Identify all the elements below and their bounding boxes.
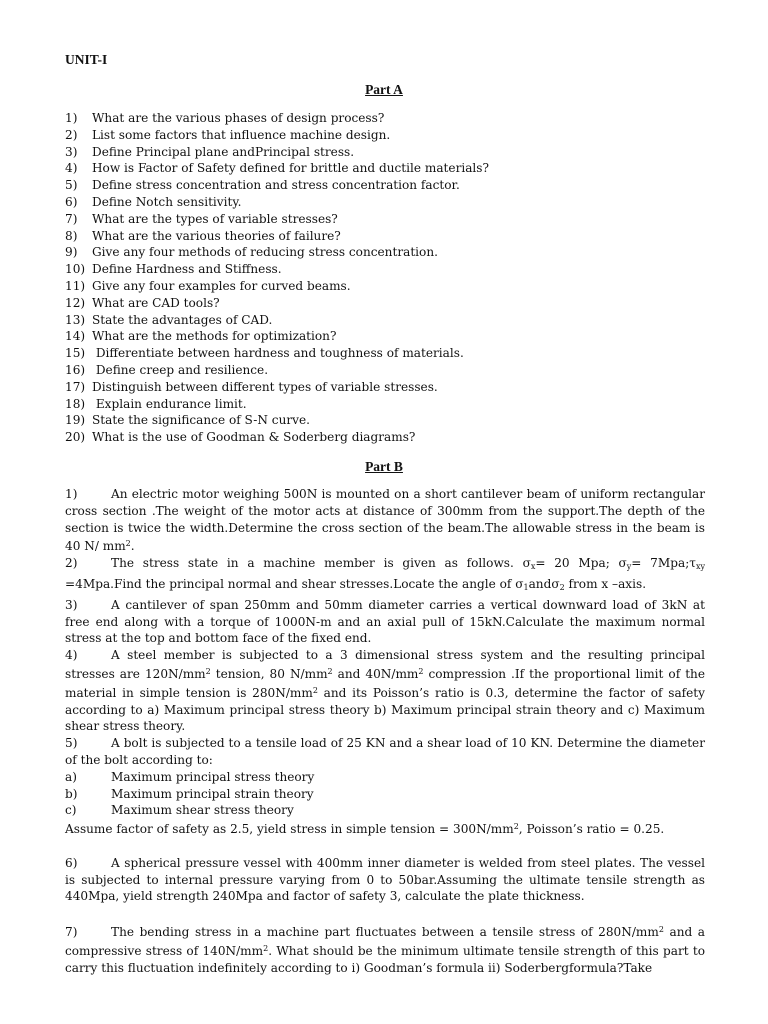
part-a-question	[65, 211, 489, 228]
subscript: xy	[695, 562, 705, 572]
question-text: A steel member is subjected to a 3 dimensional stress system and the resulting principal stresses are 120N/mm	[65, 648, 705, 681]
question-text: from x –axis.	[564, 576, 647, 591]
spacer	[65, 838, 705, 855]
part-b-question-2	[65, 555, 705, 597]
question-number: 15)	[65, 346, 86, 361]
question-text: Define stress concentration and stress concentration factor.	[92, 178, 460, 193]
part-a-question	[65, 412, 489, 429]
subscript: x	[530, 562, 536, 572]
question-number: 17)	[65, 379, 86, 394]
question-number: 5)	[65, 178, 78, 193]
question-text: List some factors that influence machine design.	[92, 127, 391, 142]
option-row	[65, 786, 705, 803]
subscript: 1	[523, 582, 529, 592]
part-b-questions	[65, 486, 705, 976]
superscript: 2	[312, 685, 318, 695]
question-text: and its Poisson’s ratio is 0.3, determine the factor of safety according to a) Maximum principal stress theory b) Maximum principal strain theory and c) Maximum shear stress theory.	[65, 685, 706, 734]
option-row	[65, 769, 705, 786]
unit-title: UNIT-I	[65, 52, 108, 67]
question-text: A bolt is subjected to a tensile load of 25 KN and a shear load of 10 KN. Determine the diameter of the bolt according to:	[65, 736, 705, 767]
question-text: A spherical pressure vessel with 400mm inner diameter is welded from steel plates. The vessel is subjected to internal pressure varying from 0 to 50bar.Assuming the ultimate tensile strength as 440Mpa, yield strength 240Mpa and factor of safety 3, calculate the plate thickness.	[65, 855, 705, 904]
question-number: 19)	[65, 413, 86, 428]
question-text: Differentiate between hardness and toughness of materials.	[92, 346, 464, 361]
question-number: 2)	[65, 127, 78, 142]
part-a-question	[65, 379, 489, 396]
superscript: 2	[263, 943, 269, 953]
question-text: State the significance of S-N curve.	[92, 413, 310, 428]
part-a-question	[65, 244, 489, 261]
question-number: 6)	[65, 855, 78, 870]
part-a-title: Part A	[365, 82, 403, 97]
question-text: Define creep and resilience.	[92, 362, 269, 377]
option-label: c)	[65, 803, 77, 818]
part-a-question	[65, 194, 489, 211]
question-number: 5)	[65, 736, 78, 751]
question-number: 12)	[65, 295, 86, 310]
part-b-question-6	[65, 855, 705, 905]
question-text: What are the types of variable stresses?	[92, 211, 338, 226]
superscript: 2	[418, 666, 424, 676]
question-number: 1)	[65, 111, 78, 125]
part-a-question	[65, 295, 489, 312]
question-text: What are CAD tools?	[92, 295, 220, 310]
question-number: 3)	[65, 597, 78, 612]
option-text: Maximum shear stress theory	[111, 803, 294, 818]
subscript: y	[626, 562, 632, 572]
part-a-question	[65, 177, 489, 194]
question-text: A cantilever of span 250mm and 50mm diameter carries a vertical downward load of 3kN at free end along with a torque of 1000N-m and an axial pull of 15kN.Calculate the maximum normal stress at the top and bottom face of the fixed end.	[65, 597, 705, 646]
question-text: and a compressive stress of 140N/mm	[65, 924, 705, 958]
assumption-line	[65, 819, 705, 838]
question-text-end: .	[130, 539, 135, 554]
question-number: 10)	[65, 262, 86, 277]
question-number: 4)	[65, 648, 78, 663]
part-a-question	[65, 110, 489, 127]
question-text: Give any four examples for curved beams.	[92, 278, 351, 293]
question-text: =4Mpa.Find the principal normal and shear stresses.Locate the angle of σ	[65, 576, 524, 591]
question-number: 3)	[65, 144, 78, 159]
superscript: 2	[658, 924, 664, 934]
question-text: Give any four methods of reducing stress concentration.	[92, 245, 438, 260]
question-number: 8)	[65, 228, 78, 243]
question-number: 16)	[65, 362, 86, 377]
question-text: = 20 Mpa; σ	[535, 556, 627, 571]
question-text: Distinguish between different types of variable stresses.	[92, 379, 438, 394]
question-text: compression .If the proportional limit of the material in simple tension is 280N/mm	[65, 666, 705, 700]
option-row	[65, 802, 705, 819]
question-text: The stress state in a machine member is given as follows. σ	[111, 556, 531, 571]
part-b-question-3	[65, 597, 705, 647]
question-text: What are the methods for optimization?	[92, 329, 337, 344]
option-label: b)	[65, 786, 78, 801]
question-number: 13)	[65, 312, 86, 327]
question-number: 1)	[65, 487, 78, 501]
question-number: 9)	[65, 245, 78, 260]
part-a-question	[65, 328, 489, 345]
part-a-question	[65, 127, 489, 144]
question-text: Define Hardness and Stiffness.	[92, 262, 282, 277]
question-text: What are the various phases of design process?	[92, 111, 385, 125]
spacer	[65, 905, 705, 922]
question-text: and 40N/mm	[332, 666, 419, 681]
part-a-question	[65, 362, 489, 379]
part-a-question	[65, 312, 489, 329]
question-text: Define Principal plane andPrincipal stress.	[92, 144, 355, 159]
part-b-question-4	[65, 647, 705, 735]
question-text: An electric motor weighing 500N is mounted on a short cantilever beam of uniform rectangular cross section .The weight of the motor acts at distance of 300mm from the support.The depth of the section is twice the width.Determine the cross section of the beam.The allowable stress in the beam is 40 N/ mm	[65, 487, 705, 554]
part-a-question-list	[65, 110, 489, 446]
question-text: Define Notch sensitivity.	[92, 194, 242, 209]
superscript: 2	[513, 822, 519, 832]
part-a-question	[65, 160, 489, 177]
part-b-question-5	[65, 735, 705, 769]
part-b-question-1	[65, 486, 705, 555]
question-text: . What should be the minimum ultimate tensile strength of this part to carry this fluctuation indefinitely according to i) Goodman’s formula ii) Soderbergformula?Take	[65, 943, 705, 975]
part-a-question	[65, 261, 489, 278]
question-text: tension, 80 N/mm	[210, 666, 328, 681]
part-a-question	[65, 278, 489, 295]
question-text: andσ	[528, 576, 560, 591]
question-number: 20)	[65, 430, 86, 445]
question-text: State the advantages of CAD.	[92, 312, 273, 327]
part-a-question	[65, 228, 489, 245]
option-text: Maximum principal strain theory	[111, 786, 314, 801]
question-text: Explain endurance limit.	[92, 396, 247, 411]
question-text: What are the various theories of failure?	[92, 228, 341, 243]
question-number: 6)	[65, 194, 78, 209]
option-label: a)	[65, 769, 77, 784]
question-number: 7)	[65, 924, 78, 939]
option-text: Maximum principal stress theory	[111, 769, 315, 784]
part-b-title: Part B	[365, 459, 403, 474]
question-text: How is Factor of Safety defined for brittle and ductile materials?	[92, 161, 489, 176]
part-b-question-7	[65, 922, 705, 976]
part-a-question	[65, 144, 489, 161]
question-text: The bending stress in a machine part fluctuates between a tensile stress of 280N/mm	[111, 924, 659, 939]
assumption-text: Assume factor of safety as 2.5, yield stress in simple tension = 300N/mm	[65, 822, 514, 837]
question-text: = 7Mpa;τ	[631, 556, 696, 571]
superscript: 2	[205, 666, 211, 676]
question-number: 4)	[65, 161, 78, 176]
part-a-question	[65, 345, 489, 362]
subscript: 2	[559, 582, 565, 592]
part-a-question	[65, 429, 489, 446]
question-text: What is the use of Goodman & Soderberg diagrams?	[92, 430, 416, 445]
question-number: 7)	[65, 211, 78, 226]
question-number: 2)	[65, 556, 78, 571]
question-number: 14)	[65, 329, 86, 344]
superscript: 2	[327, 666, 333, 676]
part-a-question	[65, 396, 489, 413]
assumption-text: , Poisson’s ratio = 0.25.	[518, 822, 665, 837]
question-number: 11)	[65, 278, 86, 293]
question-number: 18)	[65, 396, 86, 411]
superscript: 2	[125, 539, 131, 549]
